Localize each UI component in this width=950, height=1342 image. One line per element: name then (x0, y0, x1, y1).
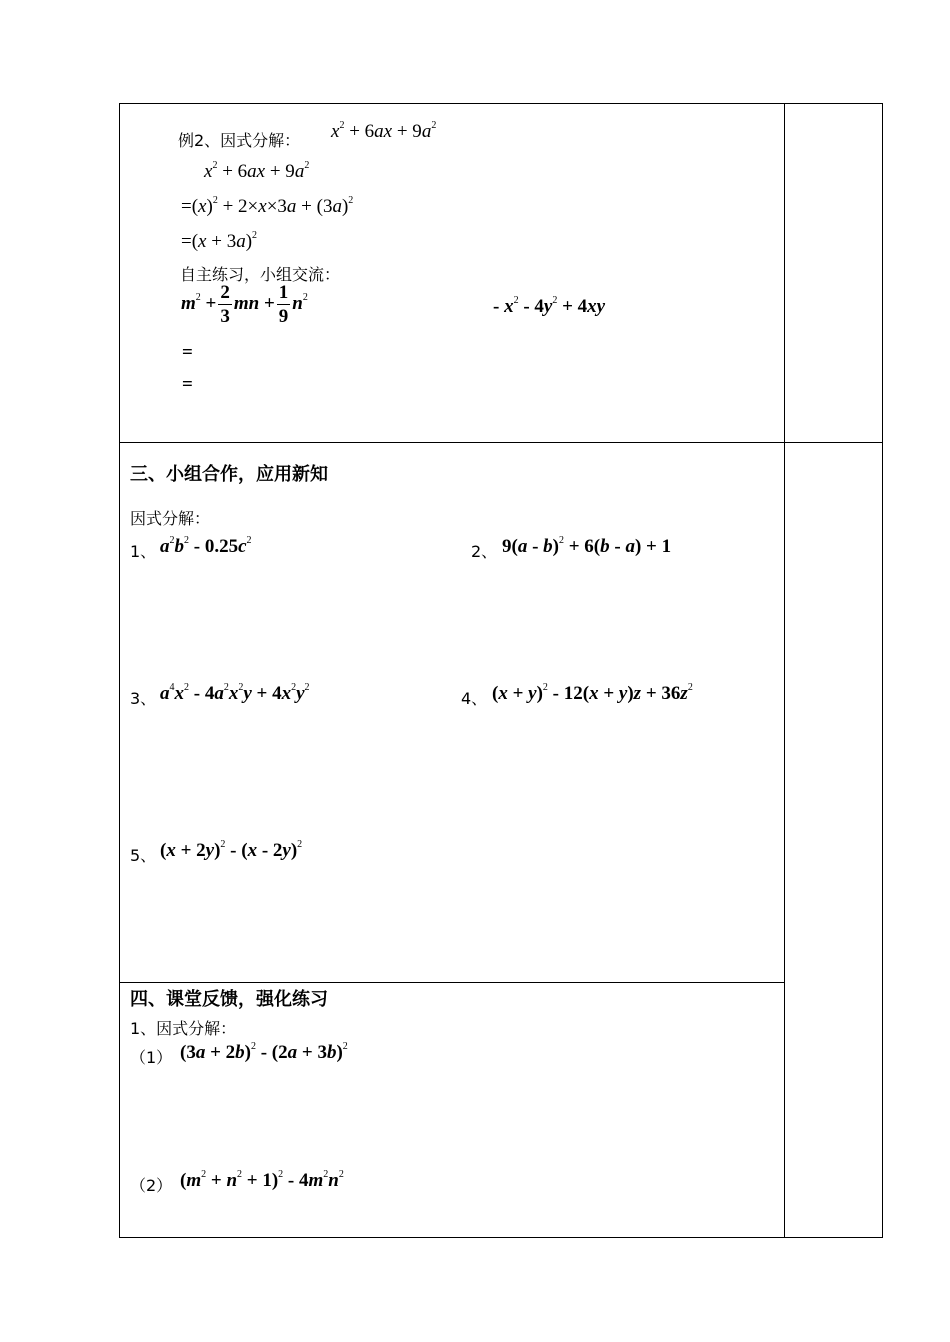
row-divider-2 (119, 982, 784, 983)
row-divider-1 (119, 442, 883, 443)
problem-2-index: 2、 (471, 542, 498, 561)
problem-1-expression: $a^2b^2 - 0.25c^2$ (160, 535, 252, 557)
problem-3-index: 3、 (130, 689, 157, 708)
column-divider (784, 103, 785, 1238)
problem-5-index: 5、 (130, 846, 157, 865)
section-three-heading: 三、小组合作，应用新知 (130, 464, 328, 485)
section-four-instruction: 1、因式分解： (130, 1019, 237, 1038)
example-2-step-2: $=(x)^2 + 2\times x\times 3a + (3a)^2$ (181, 195, 354, 217)
practice-expression-1: $m^2$ + $\frac{2}{3}$ mn + $\frac{1}{9}$ $n^2$ (181, 282, 308, 327)
problem-4-expression: $(x + y)^2 - 12(x + y)z + 36z^2$ (492, 682, 693, 704)
practice-equals-1: = (182, 342, 193, 363)
example-2-step-3: $=(x + 3a)^2$ (181, 230, 258, 252)
table-right-border (882, 103, 883, 1238)
problem-1-index: 1、 (130, 542, 157, 561)
problem-4-index: 4、 (461, 689, 488, 708)
table-bottom-border (119, 1237, 883, 1238)
section-four-heading: 四、课堂反馈，强化练习 (130, 989, 328, 1010)
practice-equals-2: = (182, 374, 193, 395)
example-2-step-1: $x^2 + 6ax + 9a^2$ (204, 160, 310, 182)
table-top-border (119, 103, 883, 104)
feedback-1-expression: $(3a + 2b)^2 - (2a + 3b)^2$ (180, 1041, 348, 1063)
example-2-label: 例2、因式分解： (178, 131, 301, 150)
practice-label: 自主练习，小组交流： (180, 265, 341, 284)
problem-5-expression: $(x + 2y)^2 - (x - 2y)^2$ (160, 839, 303, 861)
feedback-2-expression: $(m^2 + n^2 + 1)^2 - 4m^2n^2$ (180, 1169, 344, 1191)
practice-expression-2: - $x^2 - 4y^2 + 4xy$ (493, 295, 606, 317)
problem-2-expression: 9(a - b)$^2$ + 6(b - a) + 1 (502, 535, 672, 557)
problem-3-expression: $a^4x^2 - 4a^2x^2y + 4x^2y^2$ (160, 682, 310, 704)
section-three-instruction: 因式分解： (130, 509, 211, 528)
example-2-problem: $x^2 + 6ax + 9a^2$ (331, 120, 437, 142)
feedback-2-index: （2） (130, 1176, 173, 1195)
table-left-border (119, 103, 120, 1238)
feedback-1-index: （1） (130, 1048, 173, 1067)
